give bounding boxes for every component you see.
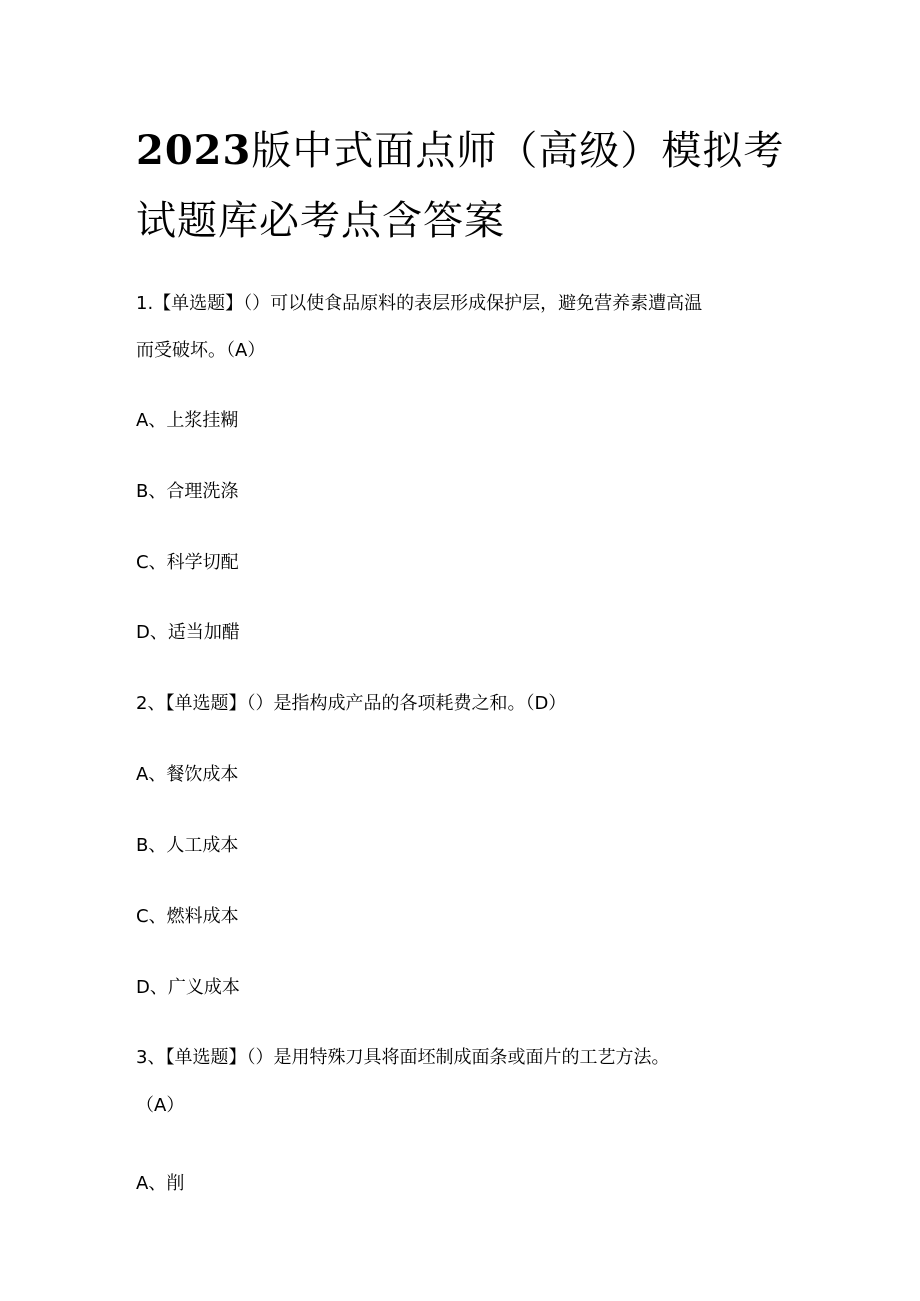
document-title [136, 116, 836, 256]
title-line2: 试题库必考点含答案 [136, 198, 505, 244]
question-3-stem-line1: 3、【单选题】（）是用特殊刀具将面坯制成面条或面片的工艺方法。 [136, 1047, 670, 1068]
question-1-option-a: A、上浆挂糊 [136, 410, 239, 431]
title-line1: 版中式面点师（高级）模拟考 [251, 128, 785, 174]
question-2-option-b: B、人工成本 [136, 835, 239, 856]
question-1-stem-line2: 而受破坏。（A） [136, 340, 266, 361]
question-1-option-b: B、合理洗涤 [136, 481, 239, 502]
question-1-option-d: D、适当加醋 [136, 622, 240, 643]
question-2-stem-line1: 2、【单选题】（）是指构成产品的各项耗费之和。（D） [136, 693, 567, 714]
question-3-option-a: A、削 [136, 1173, 185, 1194]
question-1-stem-line1: 1.【单选题】（）可以使食品原料的表层形成保护层，避免营养素遭高温 [136, 293, 703, 314]
question-2-option-c: C、燃料成本 [136, 906, 239, 927]
title-year: 2023 [136, 127, 252, 174]
question-1-option-c: C、科学切配 [136, 552, 239, 573]
question-3-stem-line2: （A） [136, 1095, 185, 1116]
question-2-option-a: A、餐饮成本 [136, 764, 239, 785]
question-2-option-d: D、广义成本 [136, 977, 240, 998]
